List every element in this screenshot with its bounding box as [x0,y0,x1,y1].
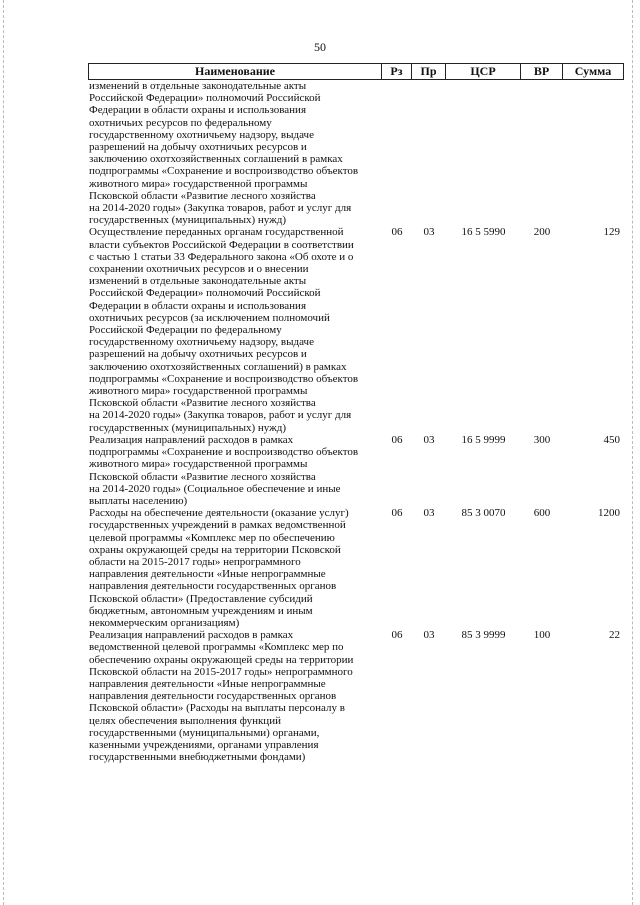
row-sum: 450 [603,433,620,446]
table-row [88,80,624,226]
row-csr: 16 5 9999 [461,433,506,446]
row-rz: 06 [391,226,403,239]
table-row [88,507,624,629]
row-vr: 100 [533,629,551,642]
row-sum: 22 [609,629,620,642]
table-header [88,63,624,80]
header-csr: ЦСР [446,64,521,79]
left-scan-edge [3,0,6,905]
row-csr: 85 3 0070 [461,507,506,520]
header-name: Наименование [88,64,382,79]
row-rz: 06 [391,433,403,446]
budget-table [88,63,624,763]
page-number: 50 [314,40,326,54]
row-name: Реализация направлений расходов в рамках подпрограммы «Сохранение и воспроизводство объектов животного мира» государственной программы Псковской области «Развитие лесного хозяйства на 2014-2020 годы» (Социальное обеспечение и иные выплаты населению) [89,433,359,507]
table-row [88,226,624,433]
row-rz: 06 [391,629,403,642]
table-row [88,629,624,763]
row-pr: 03 [423,629,435,642]
row-name: Осуществление переданных органам государственной власти субъектов Российской Федерации в соответствии с частью 1 статьи 33 Федерального закона «Об охоте и о сохранении охотничьих ресурсов и о внесении изменений в отдельные законодательные акты Российской Федерации» полномочий Российской Федерации в области охраны и использования охотничьих ресурсов (за исключением полномочий Российской Федерации по федеральному государственному охотничьему надзору, выдаче разрешений на добычу охотничьих ресурсов и заключению охотхозяйственных соглашений) в рамках подпрограммы «Сохранение и воспроизводство объектов животного мира» государственной программы Псковской области «Развитие лесного хозяйства на 2014-2020 годы» (Закупка товаров, работ и услуг для государственных (муниципальных) нужд) [89,226,359,434]
row-csr: 85 3 9999 [461,629,506,642]
row-vr [521,80,563,226]
row-csr: 16 5 5990 [461,226,506,239]
row-pr: 03 [423,507,435,520]
row-sum [563,80,624,226]
row-pr: 03 [423,433,435,446]
row-pr: 03 [423,226,435,239]
row-pr [412,80,446,226]
row-name: изменений в отдельные законодательные акты Российской Федерации» полномочий Российской Федерации в области охраны и использования охотничьих ресурсов по федеральному государственному охотничьему надзору, выдаче разрешений на добычу охотничьих ресурсов и заключению охотхозяйственных соглашений в рамках подпрограммы «Сохранение и воспроизводство объектов животного мира» государственной программы Псковской области «Развитие лесного хозяйства на 2014-2020 годы» (Закупка товаров, работ и услуг для государственных (муниципальных) нужд) [89,80,359,227]
row-csr [446,80,521,226]
row-vr: 300 [533,433,551,446]
row-rz [382,80,412,226]
header-vr: ВР [521,64,563,79]
row-vr: 600 [533,507,551,520]
row-name: Реализация направлений расходов в рамках ведомственной целевой программы «Комплекс мер по обеспечению охраны окружающей среды на территории Псковской области на 2015-2017 годы» непрограммного направления деятельности «Иные непрограммные направления деятельности государственных органов Псковской области» (Расходы на выплаты персоналу в целях обеспечения выполнения функций государственными (муниципальными) органами, казенными учреждениями, органами управления государственными внебюджетными фондами) [89,629,354,764]
header-rz: Рз [382,64,412,79]
row-name: Расходы на обеспечение деятельности (оказание услуг) государственных учреждений в рамках ведомственной целевой программы «Комплекс мер по обеспечению охраны окружающей среды на территории Псковской области на 2015-2017 годы» непрограммного направления деятельности «Иные непрограммные направления деятельности государственных органов Псковской области» (Предоставление субсидий бюджетным, автономным учреждениям и иным некоммерческим организациям) [89,507,349,629]
header-sum: Сумма [563,64,624,79]
row-vr: 200 [533,226,551,239]
right-scan-edge [632,0,635,905]
row-sum: 1200 [598,507,620,520]
row-rz: 06 [391,507,403,520]
table-row [88,434,624,507]
row-sum: 129 [603,226,620,239]
header-pr: Пр [412,64,446,79]
